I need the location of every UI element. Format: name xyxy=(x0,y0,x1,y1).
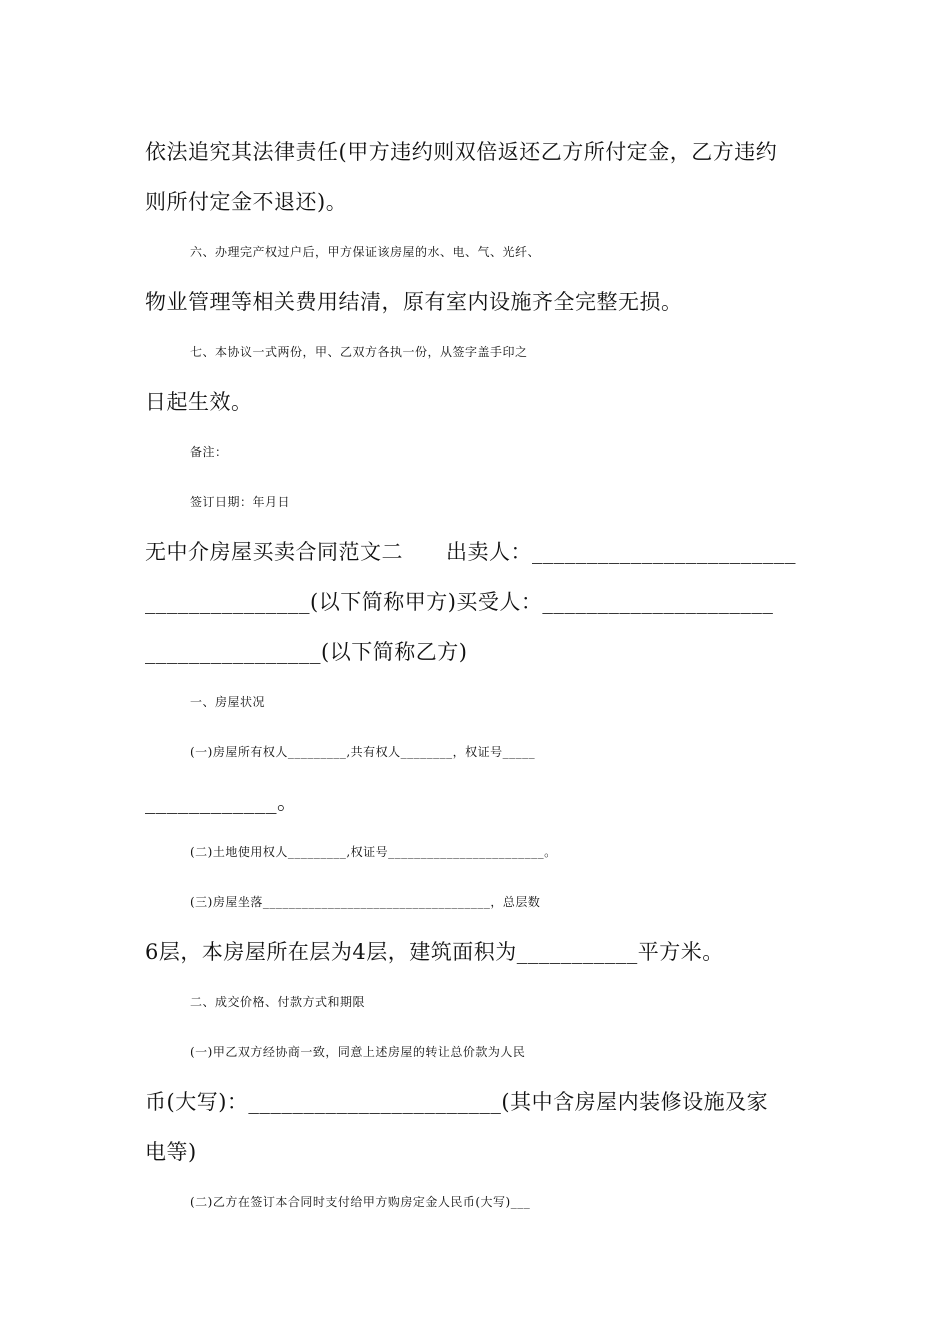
text-line: ________________(以下简称乙方) xyxy=(145,640,468,664)
text-line: 一、房屋状况 xyxy=(190,695,266,709)
text-line: 则所付定金不退还)。 xyxy=(145,190,348,214)
text-line: (二)土地使用权人_________,权证号________________________。 xyxy=(190,845,557,859)
text-line: 七、本协议一式两份，甲、乙双方各执一份，从签字盖手印之 xyxy=(190,345,528,359)
text-line: 6层，本房屋所在层为4层，建筑面积为___________平方米。 xyxy=(145,940,724,964)
text-line: 依法追究其法律责任(甲方违约则双倍返还乙方所付定金，乙方违约 xyxy=(145,140,778,164)
text-line: _______________(以下简称甲方)买受人：_____________________ xyxy=(145,590,774,614)
text-line: 日起生效。 xyxy=(145,390,253,414)
text-line: 六、办理完产权过户后，甲方保证该房屋的水、电、气、光纤、 xyxy=(190,245,541,259)
text-line: ____________。 xyxy=(145,790,299,814)
text-line: 备注： xyxy=(190,445,228,459)
text-line: (一)房屋所有权人_________,共有权人________，权证号_____ xyxy=(190,745,536,759)
text-line: (二)乙方在签订本合同时支付给甲方购房定金人民币(大写)___ xyxy=(190,1195,531,1209)
text-line: 无中介房屋买卖合同范文二 出卖人：________________________ xyxy=(145,540,796,564)
text-line: 二、成交价格、付款方式和期限 xyxy=(190,995,366,1009)
text-line: (一)甲乙双方经协商一致，同意上述房屋的转让总价款为人民 xyxy=(190,1045,526,1059)
text-line: 电等) xyxy=(145,1140,197,1164)
text-line: 签订日期：年月日 xyxy=(190,495,291,509)
text-line: 物业管理等相关费用结清，原有室内设施齐全完整无损。 xyxy=(145,290,683,314)
text-line: 币(大写)：_______________________(其中含房屋内装修设施及家 xyxy=(145,1090,769,1114)
text-line: (三)房屋坐落___________________________________，总层数 xyxy=(190,895,541,909)
